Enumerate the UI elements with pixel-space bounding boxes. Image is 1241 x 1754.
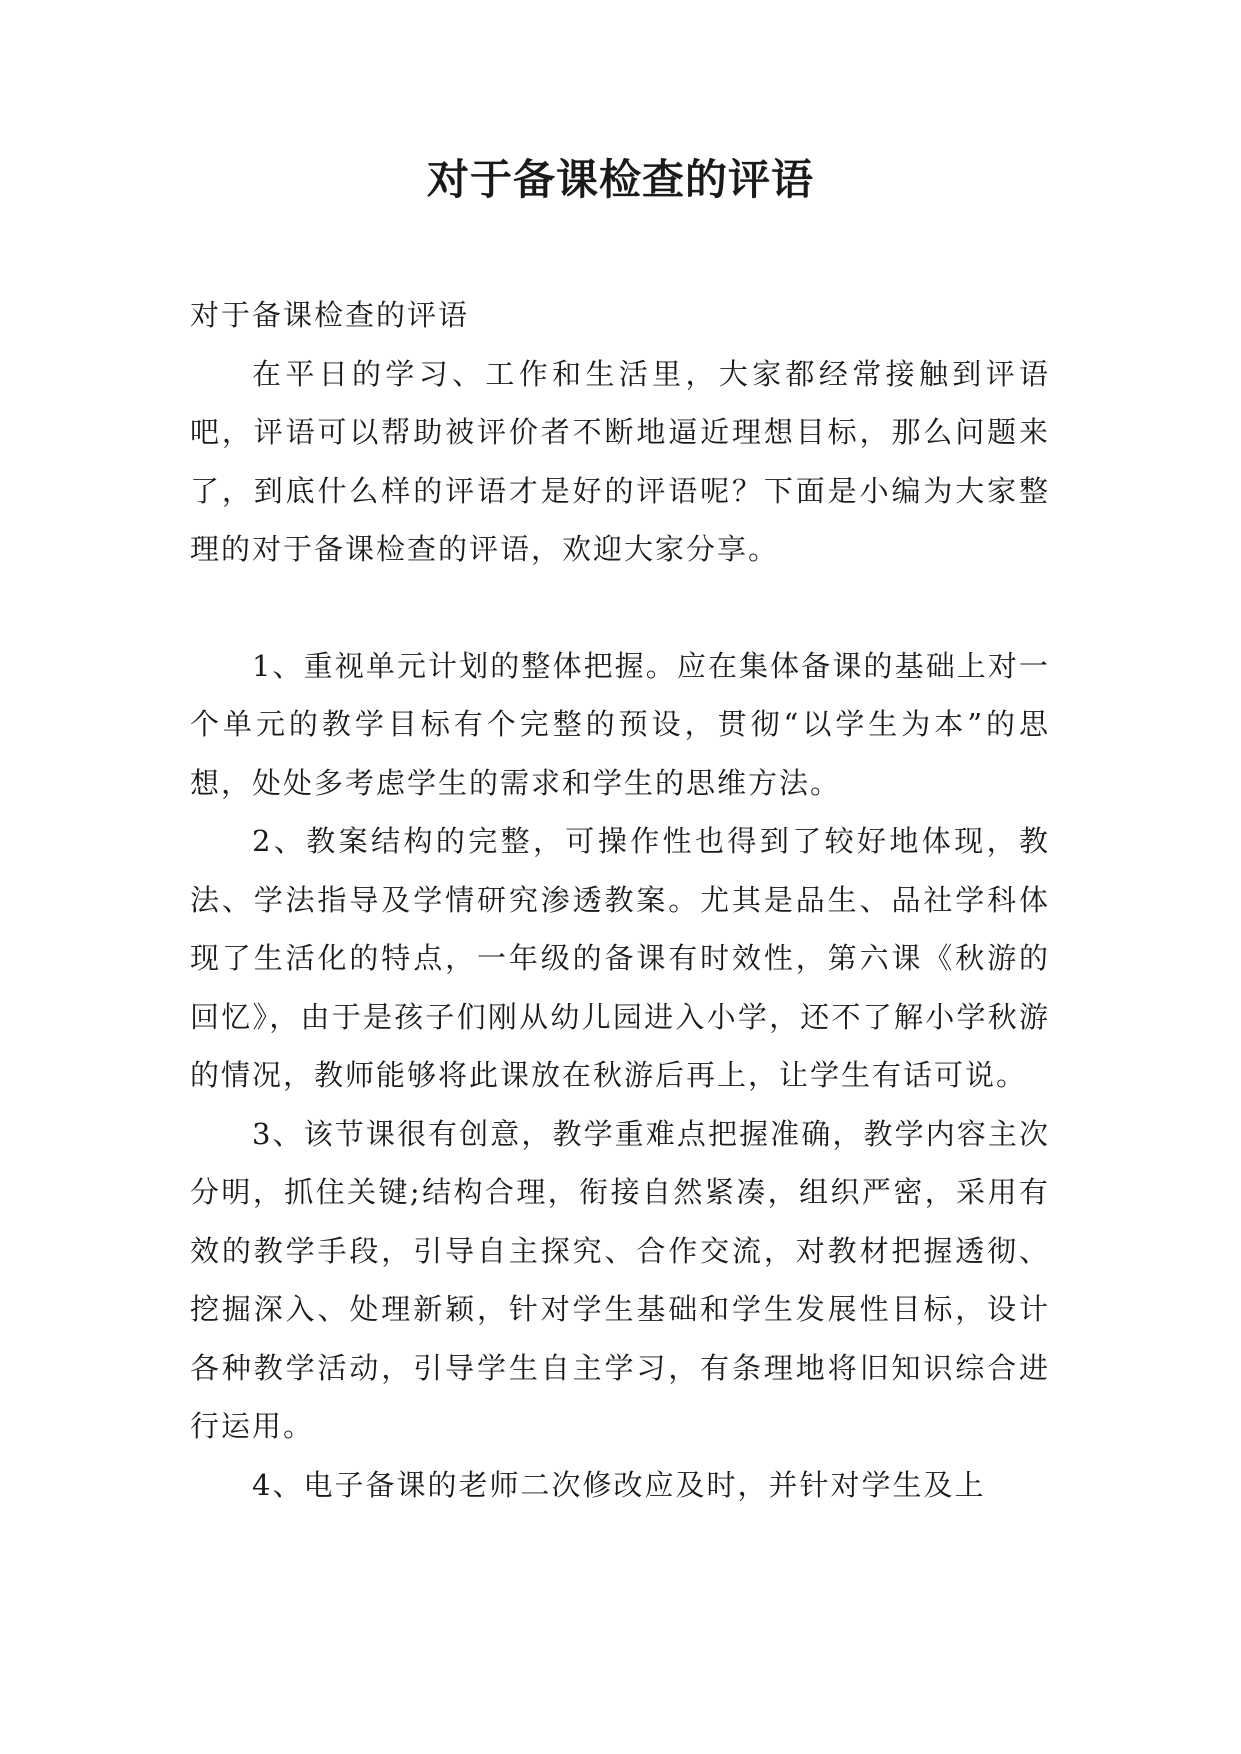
document-body (190, 286, 1050, 1514)
item-paragraph-2: 2、教案结构的完整，可操作性也得到了较好地体现，教法、学法指导及学情研究渗透教案。尤其是品生、品社学科体现了生活化的特点，一年级的备课有时效性，第六课《秋游的回忆》，由于是孩子们刚从幼儿园进入小学，还不了解小学秋游的情况，教师能够将此课放在秋游后再上，让学生有话可说。 (190, 824, 1050, 1092)
item-paragraph-1: 1、重视单元计划的整体把握。应在集体备课的基础上对一个单元的教学目标有个完整的预设，贯彻“以学生为本”的思想，处处多考虑学生的需求和学生的思维方法。 (190, 648, 1050, 800)
intro-paragraph: 在平日的学习、工作和生活里，大家都经常接触到评语吧，评语可以帮助被评价者不断地逼近理想目标，那么问题来了，到底什么样的评语才是好的评语呢？下面是小编为大家整理的对于备课检查的评语，欢迎大家分享。 (190, 356, 1050, 566)
document-subtitle: 对于备课检查的评语 (190, 298, 470, 332)
paragraph-gap (190, 579, 1050, 637)
document-title: 对于备课检查的评语 (426, 155, 814, 204)
item-paragraph-4: 4、电子备课的老师二次修改应及时，并针对学生及上 (252, 1467, 986, 1502)
item-paragraph-3: 3、该节课很有创意，教学重难点把握准确，教学内容主次分明，抓住关键;结构合理，衔接自然紧凑，组织严密，采用有效的教学手段，引导自主探究、合作交流，对教材把握透彻、挖掘深入、处理新颖，针对学生基础和学生发展性目标，设计各种教学活动，引导学生自主学习，有条理地将旧知识综合进行运用。 (190, 1116, 1050, 1443)
